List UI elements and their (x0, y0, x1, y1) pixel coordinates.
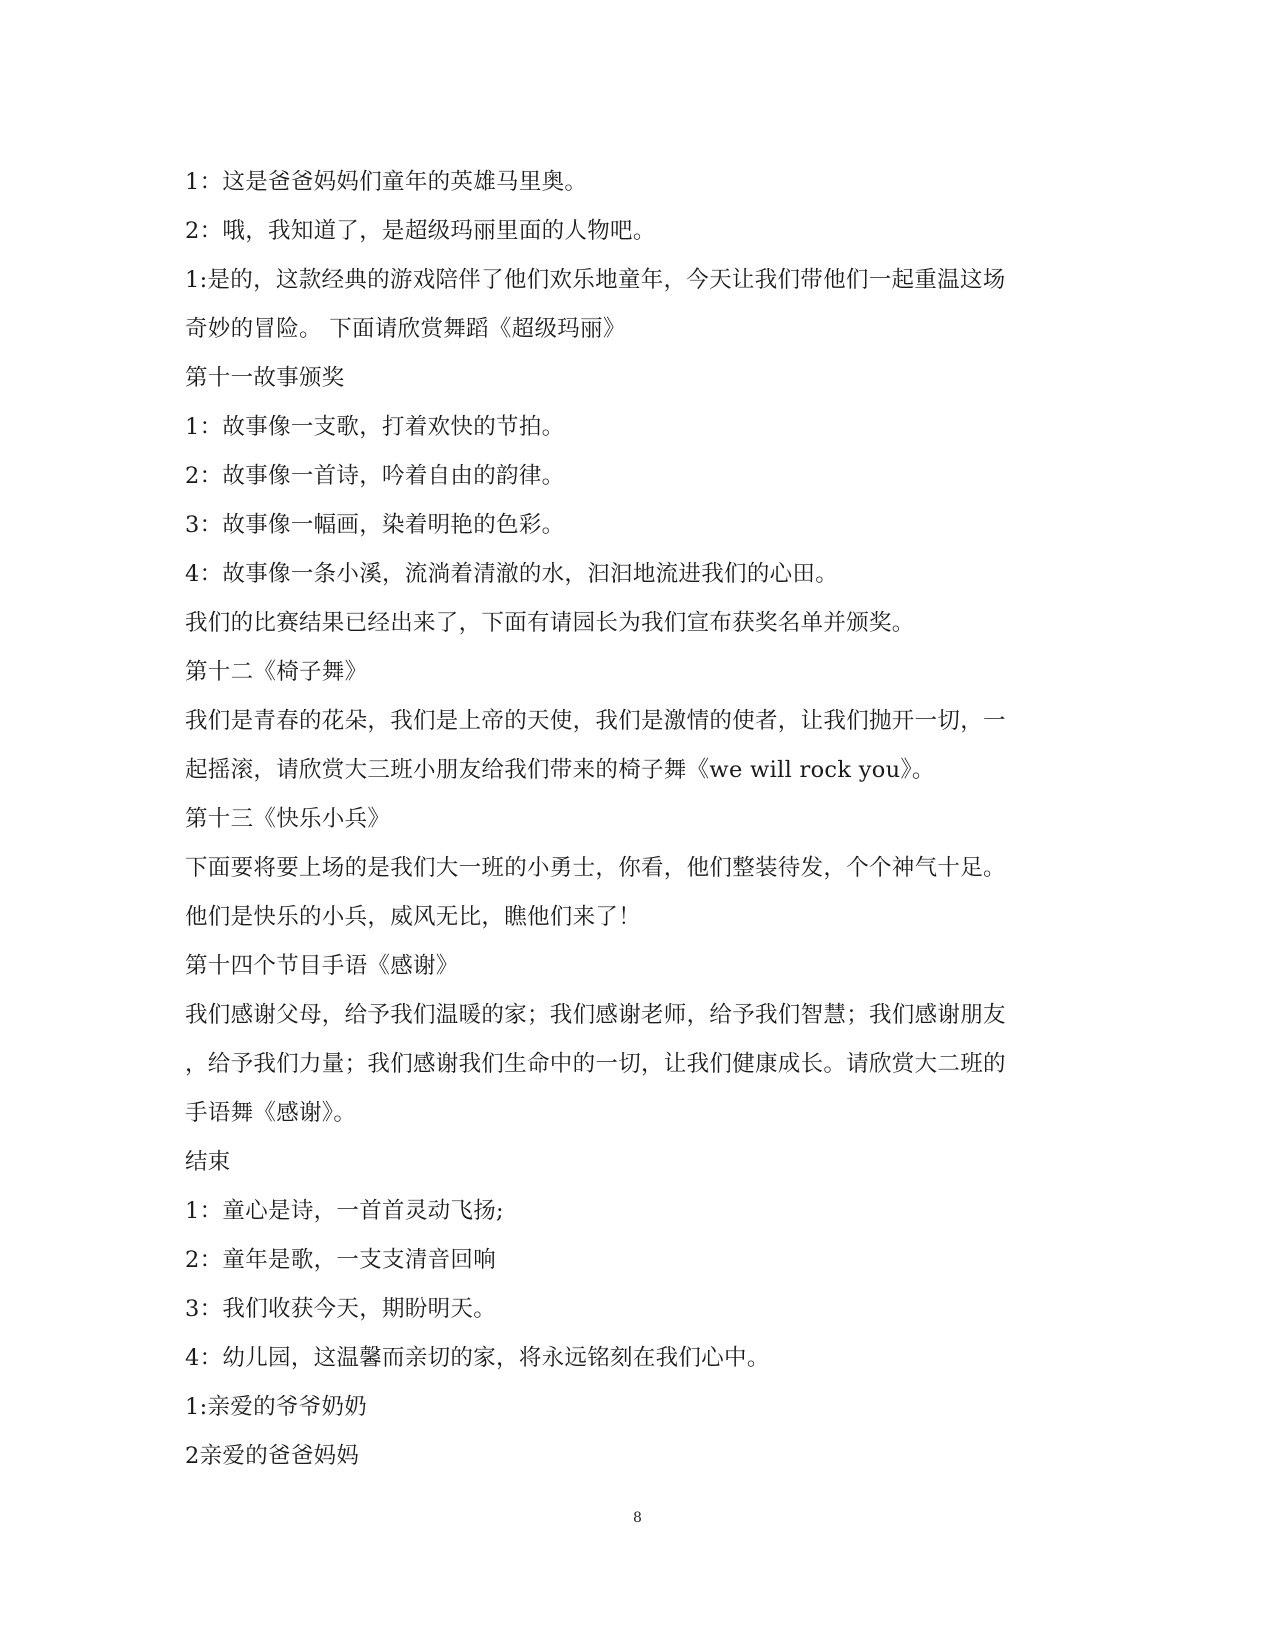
text-line: 3：我们收获今天，期盼明天。 (185, 1296, 497, 1322)
text-line: 1:亲爱的爷爷奶奶 (185, 1394, 368, 1420)
text-line: 4：幼儿园，这温馨而亲切的家，将永远铭刻在我们心中。 (185, 1345, 770, 1371)
text-line: 起摇滚，请欣赏大三班小朋友给我们带来的椅子舞《we will rock you》。 (185, 757, 935, 783)
text-line: 1：故事像一支歌，打着欢快的节拍。 (185, 414, 565, 440)
section-heading: 第十二《椅子舞》 (185, 659, 368, 685)
text-line: 1：这是爸爸妈妈们童年的英雄马里奥。 (185, 169, 588, 195)
section-heading: 第十一故事颁奖 (185, 365, 345, 391)
text-line: 我们是青春的花朵，我们是上帝的天使，我们是激情的使者，让我们抛开一切，一 (185, 708, 1006, 734)
section-heading: 结束 (185, 1149, 231, 1175)
text-line: 我们的比赛结果已经出来了，下面有请园长为我们宣布获奖名单并颁奖。 (185, 610, 915, 636)
text-line: 奇妙的冒险。 下面请欣赏舞蹈《超级玛丽》 (185, 316, 626, 342)
section-heading: 第十三《快乐小兵》 (185, 806, 391, 832)
page-number: 8 (633, 1510, 642, 1526)
text-line: 2：故事像一首诗，吟着自由的韵律。 (185, 463, 565, 489)
text-line: 3：故事像一幅画，染着明艳的色彩。 (185, 512, 565, 538)
text-line: 2亲爱的爸爸妈妈 (185, 1443, 360, 1469)
text-line: 4：故事像一条小溪，流淌着清澈的水，汩汩地流进我们的心田。 (185, 561, 839, 587)
text-line: ，给予我们力量；我们感谢我们生命中的一切，让我们健康成长。请欣赏大二班的 (185, 1051, 1006, 1077)
section-heading: 第十四个节目手语《感谢》 (185, 953, 459, 979)
text-line: 手语舞《感谢》。 (185, 1100, 357, 1126)
text-line: 他们是快乐的小兵，威风无比，瞧他们来了！ (185, 904, 642, 930)
text-line: 1:是的，这款经典的游戏陪伴了他们欢乐地童年，今天让我们带他们一起重温这场 (185, 267, 1006, 293)
document-body (185, 158, 1090, 1481)
text-line: 2：童年是歌，一支支清音回响 (185, 1247, 497, 1273)
text-line: 我们感谢父母，给予我们温暖的家；我们感谢老师，给予我们智慧；我们感谢朋友 (185, 1002, 1006, 1028)
text-line: 下面要将要上场的是我们大一班的小勇士，你看，他们整装待发，个个神气十足。 (185, 855, 1006, 881)
text-line: 1：童心是诗，一首首灵动飞扬; (185, 1198, 504, 1224)
text-line: 2：哦，我知道了，是超级玛丽里面的人物吧。 (185, 218, 656, 244)
